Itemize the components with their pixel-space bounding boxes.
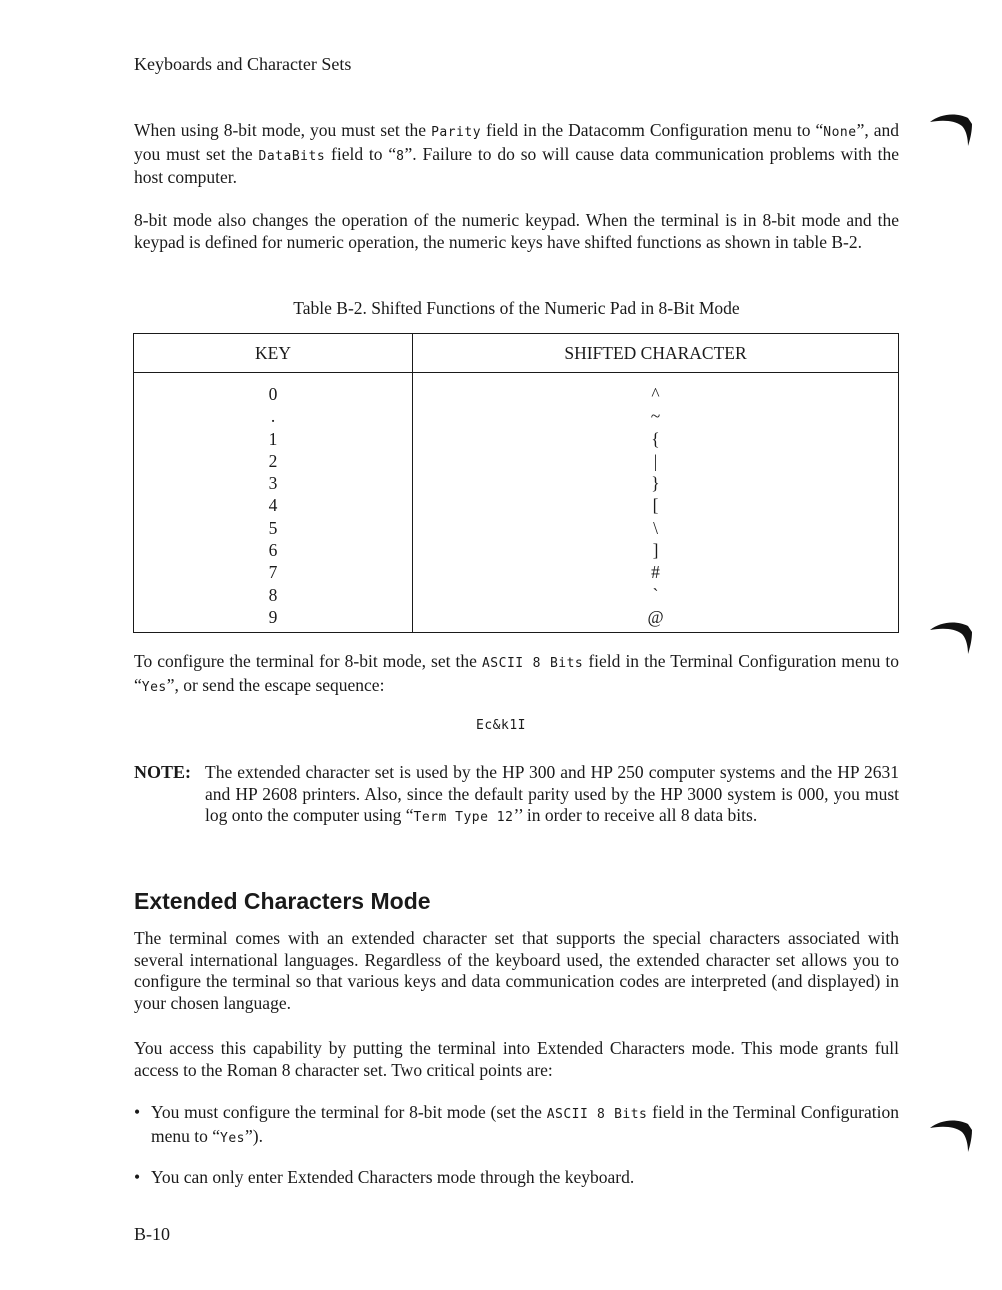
table-cell-key: 5 (268, 517, 278, 538)
table-cell-key: 9 (268, 606, 278, 627)
escape-sequence: Ec&k1I (476, 718, 526, 733)
table-cell-key: . (270, 406, 276, 427)
table-header-shifted-character: SHIFTED CHARACTER (413, 334, 899, 373)
field-name-databits: DataBits (258, 148, 326, 164)
table-cell-key: 1 (268, 428, 278, 449)
paragraph-parity-databits: When using 8-bit mode, you must set the Parity field in the Datacomm Configuration menu to “None”, and you must set the DataBits field to “8”. Failure to do so will cause data communication problems with the host computer. (134, 120, 899, 188)
table-cell-shifted: ^ (651, 384, 660, 404)
table-cell-key: 6 (268, 540, 278, 561)
table-cell-shifted: } (651, 473, 660, 494)
bullet-text: You must configure the terminal for 8-bit mode (set the ASCII 8 Bits field in the Terminal Configuration menu to “Yes”). (151, 1102, 900, 1146)
shifted-functions-table (133, 333, 899, 633)
field-value-none: None (823, 125, 857, 140)
bullet-text: You can only enter Extended Characters mode through the keyboard. (151, 1167, 635, 1187)
table-cell-key: 0 (268, 384, 278, 404)
field-value-yes: Yes (141, 679, 167, 695)
section-heading: Extended Characters Mode (134, 888, 431, 914)
note-label: NOTE: (134, 762, 192, 782)
table-cell-shifted: [ (652, 495, 659, 516)
table-header-key: KEY (134, 334, 413, 373)
table-cell-shifted: | (653, 450, 658, 471)
binder-hole-mark-icon (928, 616, 978, 656)
table-cell-shifted: @ (647, 606, 664, 627)
bullet-icon: • (134, 1167, 141, 1187)
table-cell-shifted: { (651, 428, 660, 449)
table-cell-shifted: ` (652, 584, 659, 605)
table-cell-key: 3 (268, 473, 278, 494)
table-caption: Table B-2. Shifted Functions of the Numeric Pad in 8-Bit Mode (293, 298, 740, 318)
paragraph-extended-intro: The terminal comes with an extended character set that supports the special characters associated with several international languages. Regardless of the keyboard used, the extended character set allows you to configure the terminal so that various keys and data communication codes are interpreted (and displayed) in your chosen language. (134, 928, 899, 1013)
table-cell-shifted: ] (652, 540, 659, 561)
binder-hole-mark-icon (928, 1114, 978, 1154)
list-item (134, 1102, 899, 1149)
table-cell-shifted: \ (653, 517, 658, 538)
running-header: Keyboards and Character Sets (134, 54, 352, 74)
table-cell-key: 4 (268, 495, 278, 516)
table-cell-key: 8 (268, 584, 278, 605)
term-type-command: Term Type 12 (413, 810, 514, 826)
paragraph-extended-access: You access this capability by putting the terminal into Extended Characters mode. This mode grants full access to the Roman 8 character set. Two critical points are: (134, 1038, 899, 1080)
field-value-yes: Yes (220, 1130, 245, 1146)
paragraph-configure-8bit: To configure the terminal for 8-bit mode, set the ASCII 8 Bits field in the Terminal Configuration menu to “Yes”, or send the escape sequence: (134, 651, 899, 695)
page-number: B-10 (134, 1224, 170, 1244)
binder-hole-mark-icon (928, 108, 978, 148)
paragraph-numeric-keypad: 8-bit mode also changes the operation of the numeric keypad. When the terminal is in 8-bit mode and the keypad is defined for numeric operation, the numeric keys have shifted functions as shown in table B-2. (134, 210, 899, 252)
table-cell-shifted: ~ (650, 406, 661, 427)
field-name-parity: Parity (431, 125, 482, 140)
table-cell-key: 2 (268, 450, 278, 471)
note-text: The extended character set is used by the HP 300 and HP 250 computer systems and the HP 2631 and HP 2608 printers. Also, since the default parity used by the HP 3000 system is 000, you must log onto the computer using “Term Type 12’’ in order to receive all 8 data bits. (205, 762, 899, 826)
field-name-ascii-8-bits: ASCII 8 Bits (481, 656, 584, 671)
table-cell-key: 7 (268, 562, 278, 583)
field-name-ascii-8-bits: ASCII 8 Bits (546, 1107, 648, 1122)
bullet-icon: • (134, 1102, 141, 1122)
table-cell-shifted: # (651, 562, 660, 583)
list-item (134, 1167, 899, 1189)
shifted-character-column (413, 373, 899, 633)
key-column (134, 373, 413, 633)
field-value-8: 8 (396, 148, 405, 164)
